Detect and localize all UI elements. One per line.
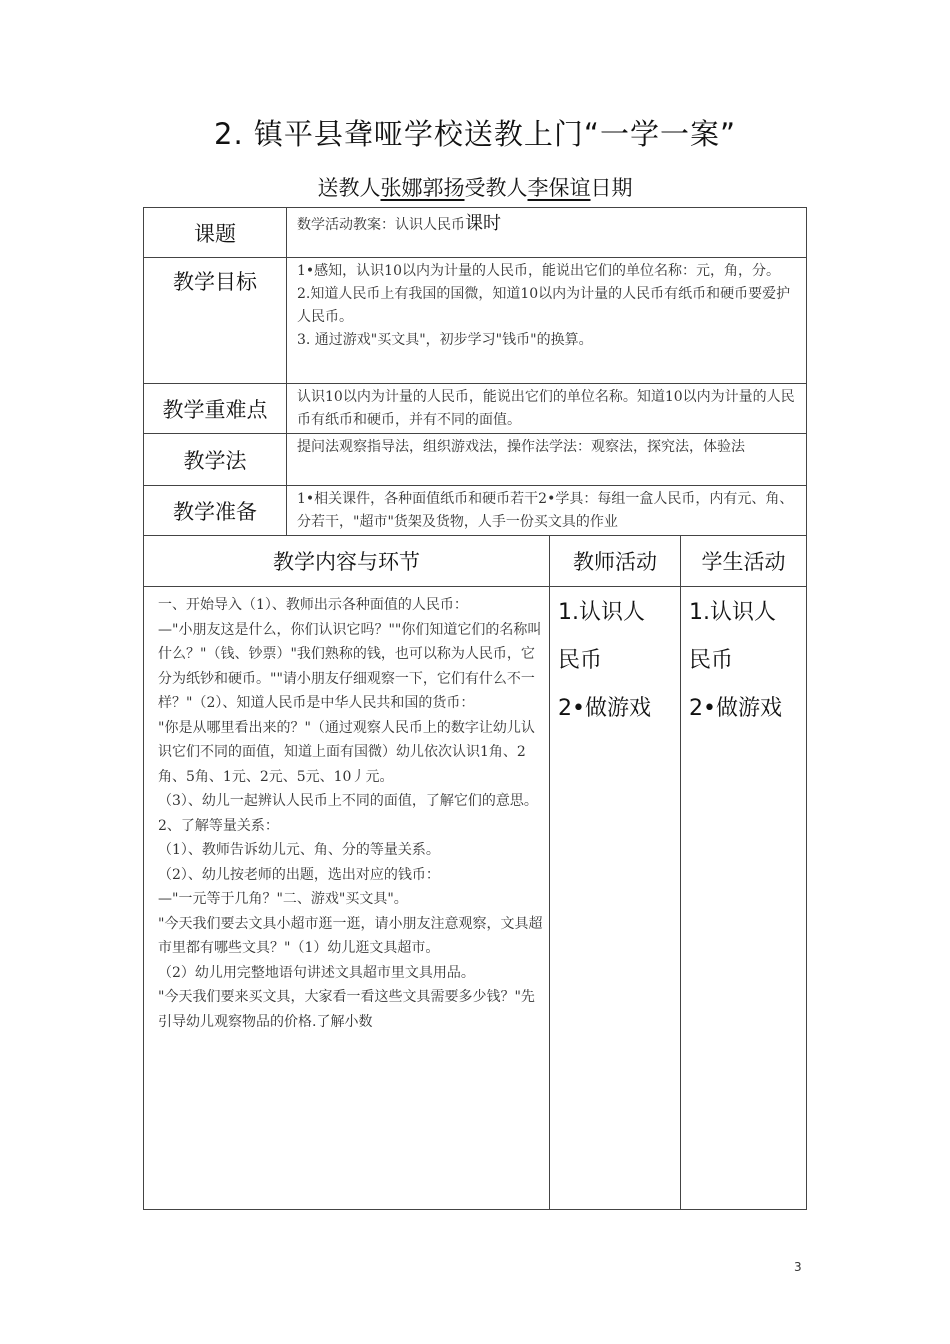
preparation-label: 教学准备	[144, 486, 287, 536]
content-paragraph: "今天我们要去文具小超市逛一逛，请小朋友注意观察，文具超市里都有哪些文具？"（1）幼儿逛文具超市。	[158, 915, 543, 956]
content-cell	[144, 587, 550, 1210]
receiver-label: 受教人	[464, 176, 528, 200]
student-activity-cell	[681, 587, 807, 1210]
key-points-row	[144, 384, 807, 434]
goal-item: 1•感知，认识10以内为计量的人民币，能说出它们的单位名称：元，角，分。	[297, 263, 780, 279]
receiver-name: 李保谊	[527, 176, 591, 200]
content-paragraph: （2）幼儿用完整地语句讲述文具超市里文具用品。	[158, 964, 475, 981]
page-number: 3	[794, 1260, 802, 1274]
key-points-label: 教学重难点	[144, 384, 287, 434]
student-activity-line: 1.认识人	[689, 600, 776, 625]
goals-value	[287, 258, 807, 384]
content-paragraph: （2）、幼儿按老师的出题，选出对应的钱币：	[158, 866, 440, 883]
preparation-row	[144, 486, 807, 536]
date-label: 日期	[590, 176, 633, 200]
content-header: 教学内容与环节	[144, 536, 550, 587]
student-activity-line: 2•做游戏	[689, 696, 782, 721]
topic-row	[144, 208, 807, 258]
sender-label: 送教人	[317, 176, 381, 200]
page-title: 2. 镇平县聋哑学校送教上门“一学一案”	[214, 117, 736, 151]
content-paragraph: —"一元等于几角？"二、游戏"买文具"。	[158, 891, 408, 907]
preparation-value: 1•相关课件，各种面值纸币和硬币若干2•学具：每组一盒人民币，内有元、角、分若干，"超市"货架及货物，人手一份买文具的作业	[287, 486, 807, 536]
student-header: 学生活动	[681, 536, 807, 587]
content-paragraph: （1）、教师告诉幼儿元、角、分的等量关系。	[158, 842, 440, 858]
teacher-activity-cell	[550, 587, 681, 1210]
goal-item: 3. 通过游戏"买文具"，初步学习"钱币"的换算。	[297, 332, 593, 348]
content-paragraph: —"小朋友这是什么，你们认识它吗？""你们知道它们的名称叫什么？"（钱、钞票）"我们熟称的钱，也可以称为人民币，它分为纸钞和硬币。""请小朋友仔细观察一下，它们有什么不一样？"（2）、知道人民币是中华人民共和国的货币：	[158, 621, 542, 711]
goal-item: 2.知道人民币上有我国的国微，知道10以内为计量的人民币有纸币和硬币要爱护人民币。	[297, 286, 791, 325]
content-paragraph: "今天我们要来买文具，大家看一看这些文具需要多少钱？"先引导幼儿观察物品的价格.了解小数	[158, 989, 535, 1030]
sender-names: 张娜郭扬	[380, 176, 465, 200]
content-paragraph: （3）、幼儿一起辨认人民币上不同的面值，了解它们的意思。	[158, 793, 538, 809]
lesson-plan-table	[143, 207, 807, 1210]
methods-row	[144, 434, 807, 486]
methods-label: 教学法	[144, 434, 287, 486]
teacher-activity-line: 2•做游戏	[558, 696, 651, 721]
student-activity-line: 民币	[689, 648, 734, 673]
content-row	[144, 587, 807, 1210]
content-paragraph: 一、开始导入（1）、教师出示各种面值的人民币：	[158, 597, 468, 613]
topic-suffix: 课时	[465, 213, 501, 234]
methods-value: 提问法观察指导法，组织游戏法，操作法学法：观察法，探究法，体验法	[287, 434, 807, 486]
section-header-row	[144, 536, 807, 587]
teacher-activity-line: 民币	[558, 648, 603, 673]
goals-label: 教学目标	[144, 258, 287, 384]
teacher-activity-line: 1.认识人	[558, 600, 645, 625]
goals-row	[144, 258, 807, 384]
topic-label: 课题	[144, 208, 287, 258]
topic-value	[287, 208, 807, 258]
topic-text: 数学活动教案：认识人民币	[297, 217, 465, 233]
key-points-value: 认识10以内为计量的人民币，能说出它们的单位名称。知道10以内为计量的人民币有纸币和硬币，并有不同的面值。	[287, 384, 807, 434]
teacher-header: 教师活动	[550, 536, 681, 587]
content-paragraph: 2、了解等量关系：	[158, 817, 279, 834]
content-paragraph: "你是从哪里看出来的？"（通过观察人民币上的数字让幼儿认识它们不同的面值，知道上面有国微）幼儿依次认识1角、2角、5角、1元、2元、5元、10丿元。	[158, 719, 535, 785]
subtitle-line	[0, 172, 950, 202]
